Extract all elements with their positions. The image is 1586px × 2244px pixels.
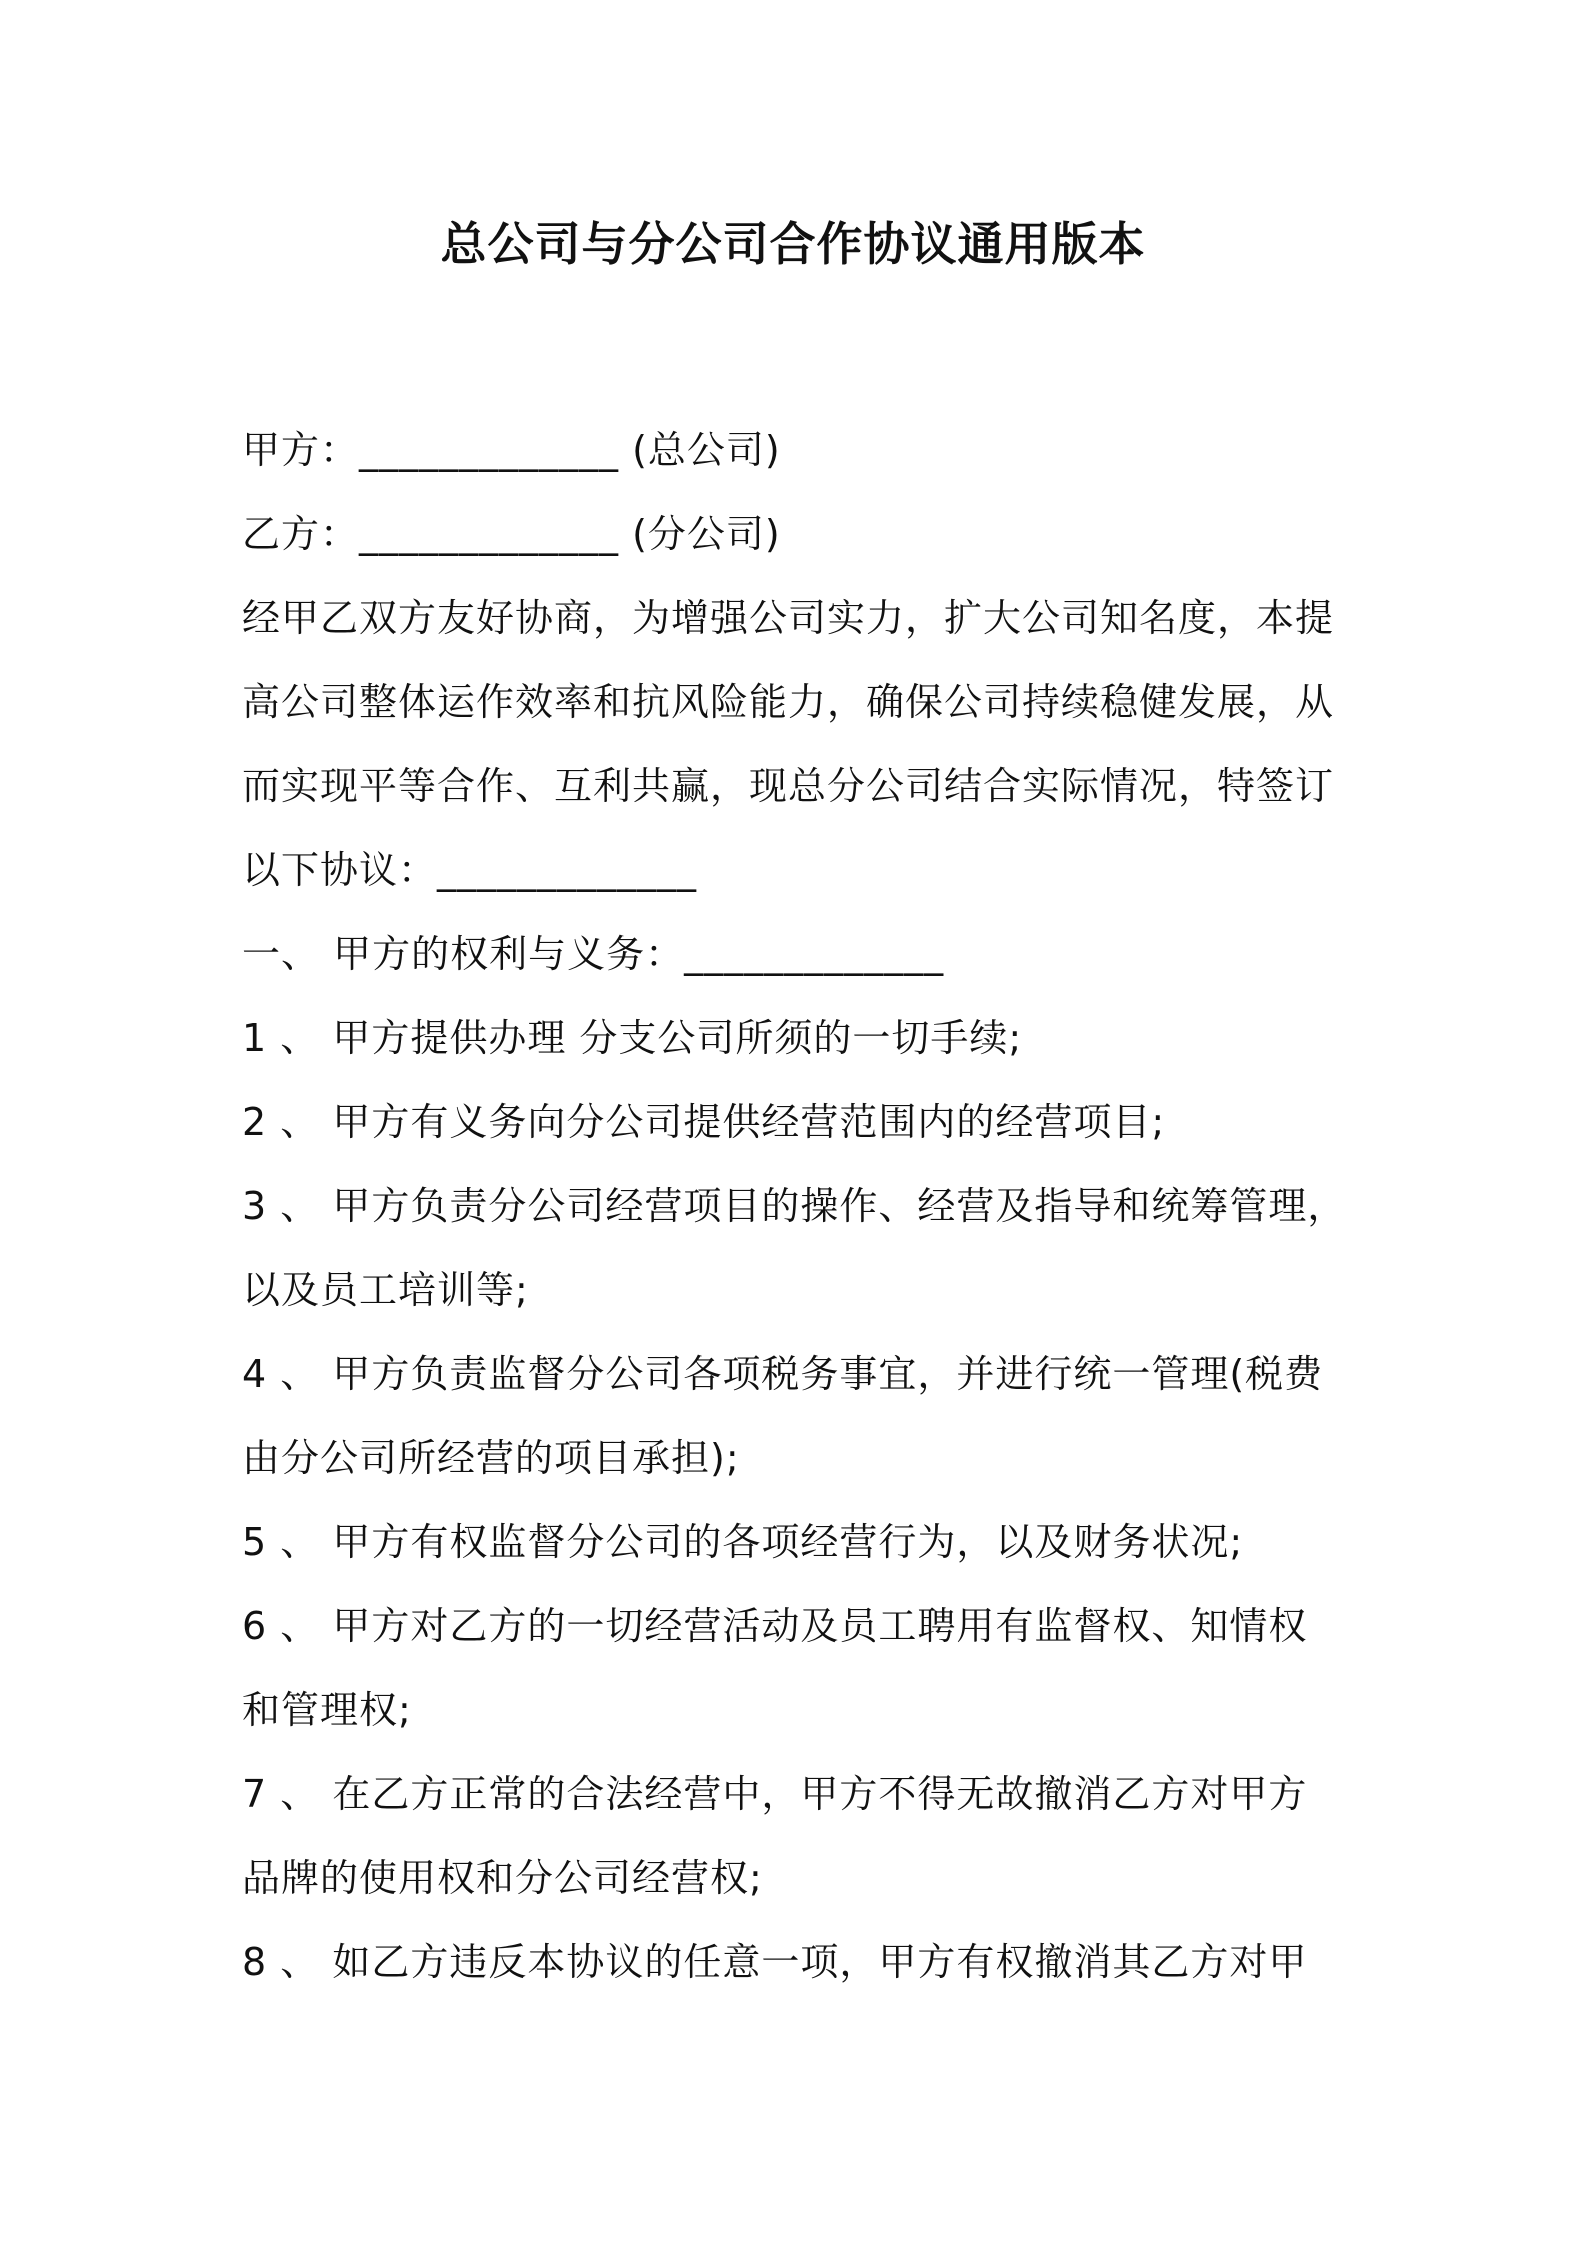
preamble-line-4: 以下协议：_____________ xyxy=(242,848,698,892)
clause-4-line-2: 由分公司所经营的项目承担); xyxy=(242,1436,740,1480)
clause-6-line-1: 6 、 甲方对乙方的一切经营活动及员工聘用有监督权、知情权 xyxy=(242,1604,1308,1648)
clause-7-line-1: 7 、 在乙方正常的合法经营中，甲方不得无故撤消乙方对甲方 xyxy=(242,1772,1308,1816)
clause-2: 2 、 甲方有义务向分公司提供经营范围内的经营项目; xyxy=(242,1100,1166,1144)
clause-5: 5 、 甲方有权监督分公司的各项经营行为，以及财务状况; xyxy=(242,1520,1244,1564)
clause-8-line-1: 8 、 如乙方违反本协议的任意一项，甲方有权撤消其乙方对甲 xyxy=(242,1940,1308,1984)
preamble-line-2: 高公司整体运作效率和抗风险能力，确保公司持续稳健发展，从 xyxy=(242,680,1335,724)
clause-6-line-2: 和管理权; xyxy=(242,1688,412,1732)
document-title: 总公司与分公司合作协议通用版本 xyxy=(440,217,1146,271)
clause-4-line-1: 4 、 甲方负责监督分公司各项税务事宜，并进行统一管理(税费 xyxy=(242,1352,1324,1396)
preamble-line-1: 经甲乙双方友好协商，为增强公司实力，扩大公司知名度，本提 xyxy=(242,596,1335,640)
party-a-line: 甲方：_____________ (总公司) xyxy=(242,428,781,472)
section-heading: 一、 甲方的权利与义务：_____________ xyxy=(242,932,945,976)
clause-3-line-1: 3 、 甲方负责分公司经营项目的操作、经营及指导和统筹管理， xyxy=(242,1184,1347,1228)
clause-1: 1 、 甲方提供办理 分支公司所须的一切手续; xyxy=(242,1016,1023,1060)
clause-7-line-2: 品牌的使用权和分公司经营权; xyxy=(242,1856,763,1900)
clause-3-line-2: 以及员工培训等; xyxy=(242,1268,529,1312)
preamble-line-3: 而实现平等合作、互利共赢，现总分公司结合实际情况，特签订 xyxy=(242,764,1335,808)
party-b-line: 乙方：_____________ (分公司) xyxy=(242,512,781,556)
document-body xyxy=(242,408,1372,2004)
